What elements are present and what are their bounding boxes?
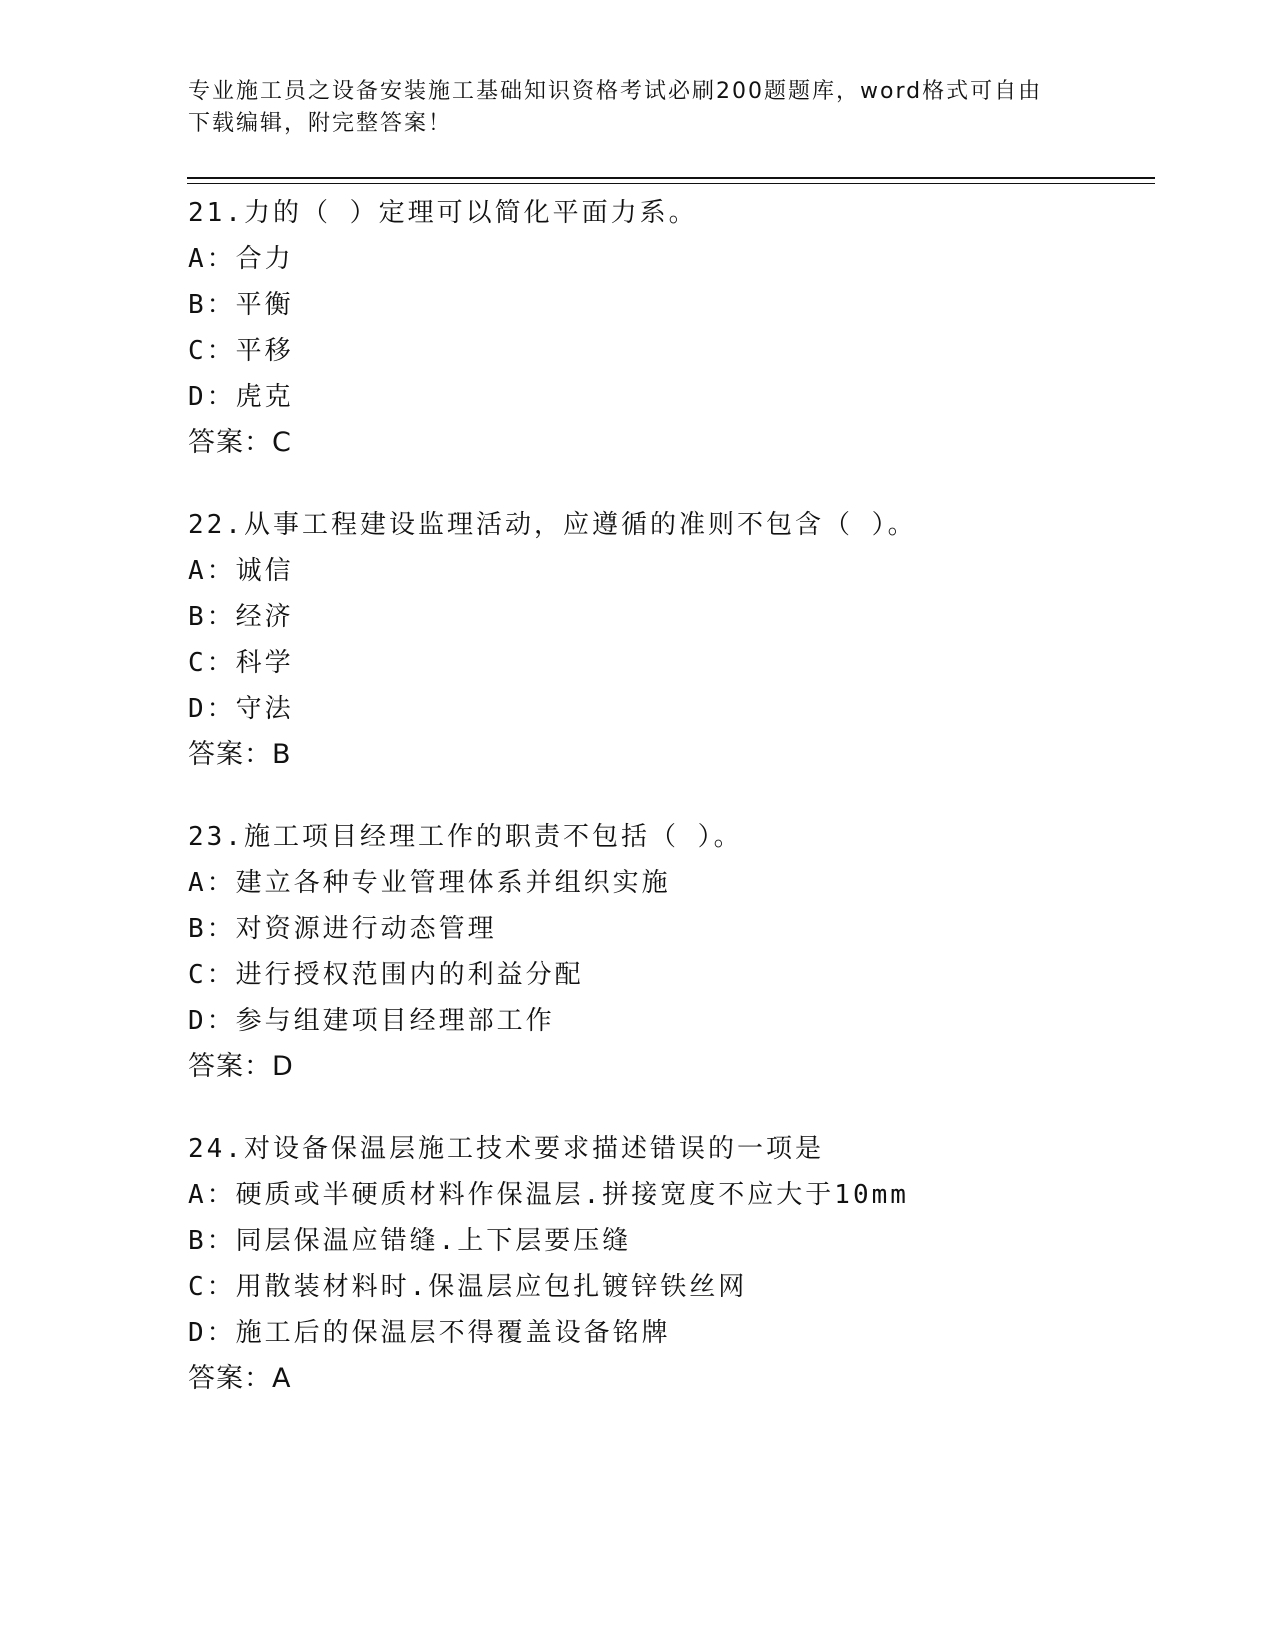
question-23	[188, 814, 1168, 1090]
question-stem: 22.从事工程建设监理活动，应遵循的准则不包含（ ）。	[188, 510, 917, 540]
option-d: D：虎克	[188, 382, 294, 412]
header-rule-thin	[187, 183, 1155, 184]
option-c: C：进行授权范围内的利益分配	[188, 960, 584, 990]
answer-line: 答案：D	[188, 1051, 294, 1082]
answer-line: 答案：C	[188, 427, 292, 458]
option-d: D：施工后的保温层不得覆盖设备铭牌	[188, 1318, 671, 1348]
option-a: A：诚信	[188, 556, 294, 586]
question-stem: 24.对设备保温层施工技术要求描述错误的一项是	[188, 1134, 824, 1164]
option-c: C：科学	[188, 648, 294, 678]
question-stem: 23.施工项目经理工作的职责不包括（ ）。	[188, 822, 743, 852]
header-line-1: 专业施工员之设备安装施工基础知识资格考试必刷200题题库，word格式可自由	[188, 79, 1043, 104]
option-d: D：参与组建项目经理部工作	[188, 1006, 555, 1036]
option-b: B：同层保温应错缝.上下层要压缝	[188, 1226, 632, 1256]
question-stem: 21.力的（ ）定理可以简化平面力系。	[188, 198, 698, 228]
option-d: D：守法	[188, 694, 294, 724]
answer-line: 答案：B	[188, 739, 292, 770]
option-b: B：平衡	[188, 290, 294, 320]
option-b: B：经济	[188, 602, 294, 632]
question-21	[188, 190, 1168, 466]
option-b: B：对资源进行动态管理	[188, 914, 497, 944]
question-22	[188, 502, 1168, 778]
question-24	[188, 1126, 1168, 1402]
question-list	[188, 190, 1168, 1438]
answer-line: 答案：A	[188, 1363, 292, 1394]
option-a: A：硬质或半硬质材料作保温层.拼接宽度不应大于10mm	[188, 1180, 909, 1210]
header-rule-thick	[187, 177, 1155, 179]
option-c: C：平移	[188, 336, 294, 366]
option-a: A：合力	[188, 244, 294, 274]
document-header	[188, 76, 1088, 140]
option-a: A：建立各种专业管理体系并组织实施	[188, 868, 671, 898]
header-line-2: 下载编辑，附完整答案！	[188, 111, 453, 136]
option-c: C：用散装材料时.保温层应包扎镀锌铁丝网	[188, 1272, 748, 1302]
